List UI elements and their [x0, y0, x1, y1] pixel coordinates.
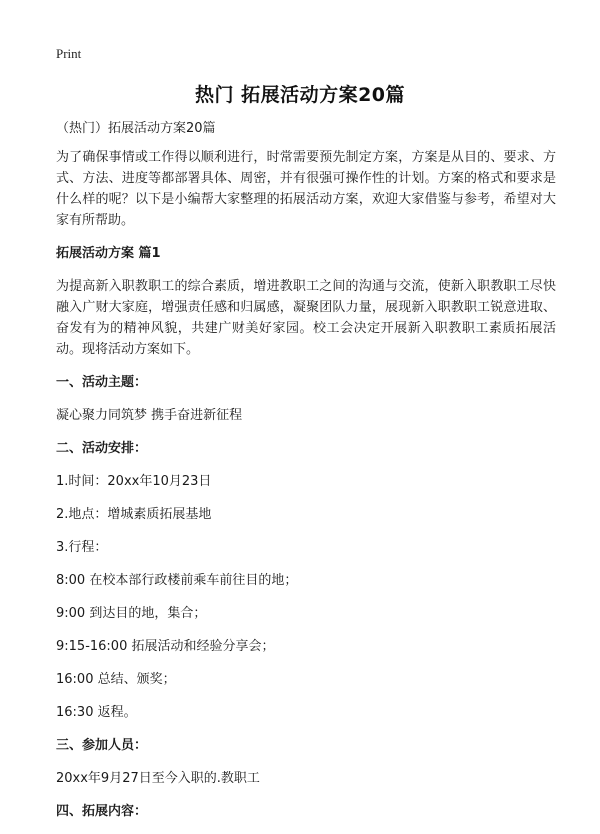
participants-text: 20xx年9月27日至今入职的.教职工: [56, 771, 260, 786]
theme-text: 凝心聚力同筑梦 携手奋进新征程: [56, 408, 243, 423]
document-subtitle: （热门）拓展活动方案20篇: [56, 121, 216, 136]
document-body: [56, 118, 556, 834]
itinerary-item: 16:00 总结、颁奖；: [56, 672, 176, 687]
participants-heading: 三、参加人员：: [56, 738, 148, 753]
arrangement-heading: 二、活动安排：: [56, 441, 148, 456]
section-heading: 拓展活动方案 篇1: [56, 246, 161, 261]
content-heading: 四、拓展内容：: [56, 804, 148, 819]
itinerary-label: 3.行程：: [56, 540, 108, 555]
print-label[interactable]: Print: [56, 46, 82, 61]
place-line: 2.地点：增城素质拓展基地: [56, 507, 212, 522]
intro-paragraph: 为了确保事情或工作得以顺利进行，时常需要预先制定方案，方案是从目的、要求、方式、方法、进度等都部署具体、周密，并有很强可操作性的计划。方案的格式和要求是什么样的呢？以下是小编帮大家整理的拓展活动方案，欢迎大家借鉴与参考，希望对大家有所帮助。: [56, 150, 556, 228]
time-line: 1.时间：20xx年10月23日: [56, 474, 212, 489]
section-paragraph: 为提高新入职教职工的综合素质，增进教职工之间的沟通与交流，使新入职教职工尽快融入广财大家庭，增强责任感和归属感，凝聚团队力量，展现新入职教职工锐意进取、奋发有为的精神风貌，共建广财美好家园。校工会决定开展新入职教职工素质拓展活动。现将活动方案如下。: [56, 279, 556, 357]
itinerary-item: 9:15-16:00 拓展活动和经验分享会；: [56, 639, 275, 654]
document-title: 热门 拓展活动方案20篇: [194, 84, 406, 106]
itinerary-item: 9:00 到达目的地，集合；: [56, 606, 207, 621]
itinerary-item: 16:30 返程。: [56, 705, 137, 720]
itinerary-item: 8:00 在校本部行政楼前乘车前往目的地；: [56, 573, 298, 588]
theme-heading: 一、活动主题：: [56, 375, 148, 390]
